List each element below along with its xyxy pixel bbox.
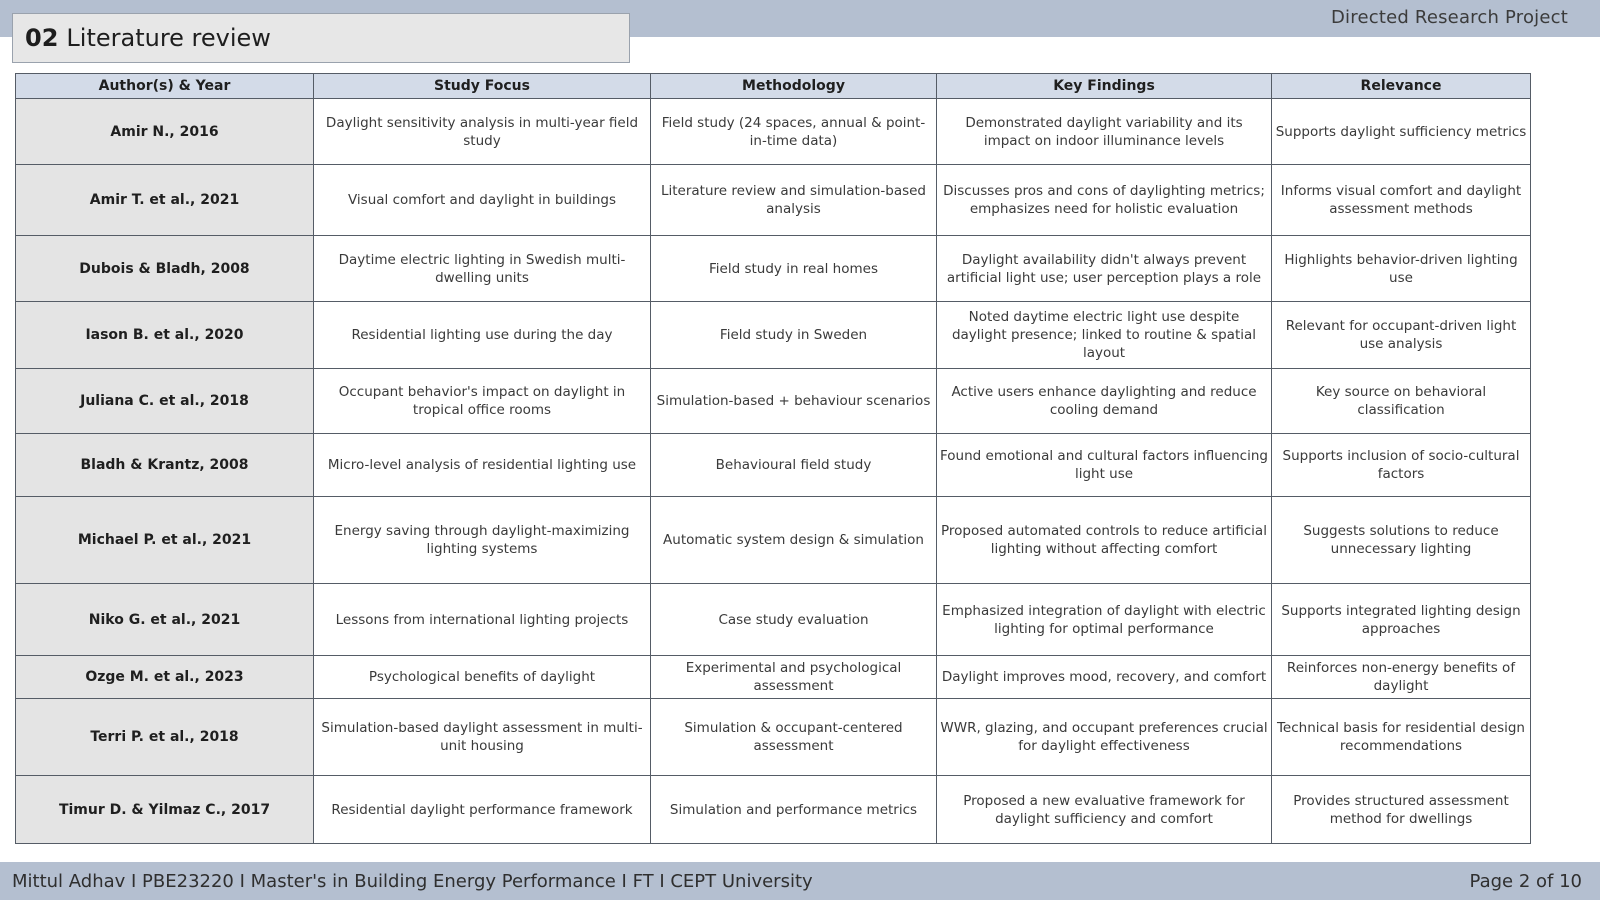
author-cell: Iason B. et al., 2020 bbox=[16, 302, 314, 369]
author-cell: Niko G. et al., 2021 bbox=[16, 584, 314, 656]
column-header-methodology: Methodology bbox=[651, 74, 937, 99]
table-row bbox=[16, 99, 1531, 165]
relevance-cell: Relevant for occupant-driven light use analysis bbox=[1272, 302, 1531, 369]
findings-cell: Demonstrated daylight variability and its impact on indoor illuminance levels bbox=[937, 99, 1272, 165]
relevance-cell: Provides structured assessment method for dwellings bbox=[1272, 776, 1531, 844]
author-cell: Dubois & Bladh, 2008 bbox=[16, 236, 314, 302]
column-header-author: Author(s) & Year bbox=[16, 74, 314, 99]
methodology-cell: Simulation and performance metrics bbox=[651, 776, 937, 844]
relevance-cell: Highlights behavior-driven lighting use bbox=[1272, 236, 1531, 302]
focus-cell: Psychological benefits of daylight bbox=[314, 656, 651, 699]
table-row bbox=[16, 497, 1531, 584]
findings-cell: Proposed a new evaluative framework for daylight sufficiency and comfort bbox=[937, 776, 1272, 844]
relevance-cell: Reinforces non-energy benefits of daylight bbox=[1272, 656, 1531, 699]
table-row bbox=[16, 369, 1531, 434]
focus-cell: Residential lighting use during the day bbox=[314, 302, 651, 369]
methodology-cell: Field study in real homes bbox=[651, 236, 937, 302]
findings-cell: Daylight availability didn't always prevent artificial light use; user perception plays a role bbox=[937, 236, 1272, 302]
table-row bbox=[16, 776, 1531, 844]
findings-cell: Discusses pros and cons of daylighting metrics; emphasizes need for holistic evaluation bbox=[937, 165, 1272, 236]
author-cell: Timur D. & Yilmaz C., 2017 bbox=[16, 776, 314, 844]
author-cell: Juliana C. et al., 2018 bbox=[16, 369, 314, 434]
section-title-box bbox=[12, 13, 630, 63]
focus-cell: Daytime electric lighting in Swedish multi-dwelling units bbox=[314, 236, 651, 302]
author-cell: Amir N., 2016 bbox=[16, 99, 314, 165]
footer-band bbox=[0, 862, 1600, 900]
relevance-cell: Suggests solutions to reduce unnecessary lighting bbox=[1272, 497, 1531, 584]
focus-cell: Residential daylight performance framework bbox=[314, 776, 651, 844]
relevance-cell: Supports daylight sufficiency metrics bbox=[1272, 99, 1531, 165]
project-label: Directed Research Project bbox=[1331, 7, 1568, 28]
methodology-cell: Field study in Sweden bbox=[651, 302, 937, 369]
findings-cell: Proposed automated controls to reduce artificial lighting without affecting comfort bbox=[937, 497, 1272, 584]
table-row bbox=[16, 699, 1531, 776]
relevance-cell: Supports integrated lighting design approaches bbox=[1272, 584, 1531, 656]
author-cell: Ozge M. et al., 2023 bbox=[16, 656, 314, 699]
methodology-cell: Behavioural field study bbox=[651, 434, 937, 497]
findings-cell: Emphasized integration of daylight with electric lighting for optimal performance bbox=[937, 584, 1272, 656]
column-header-focus: Study Focus bbox=[314, 74, 651, 99]
table-row bbox=[16, 656, 1531, 699]
author-cell: Terri P. et al., 2018 bbox=[16, 699, 314, 776]
footer-credits: Mittul Adhav I PBE23220 I Master's in Building Energy Performance I FT I CEPT University bbox=[12, 870, 813, 892]
focus-cell: Micro-level analysis of residential lighting use bbox=[314, 434, 651, 497]
findings-cell: WWR, glazing, and occupant preferences crucial for daylight effectiveness bbox=[937, 699, 1272, 776]
column-header-findings: Key Findings bbox=[937, 74, 1272, 99]
methodology-cell: Field study (24 spaces, annual & point-in-time data) bbox=[651, 99, 937, 165]
findings-cell: Noted daytime electric light use despite daylight presence; linked to routine & spatial layout bbox=[937, 302, 1272, 369]
methodology-cell: Literature review and simulation-based analysis bbox=[651, 165, 937, 236]
focus-cell: Occupant behavior's impact on daylight in tropical office rooms bbox=[314, 369, 651, 434]
findings-cell: Found emotional and cultural factors influencing light use bbox=[937, 434, 1272, 497]
author-cell: Michael P. et al., 2021 bbox=[16, 497, 314, 584]
table-row bbox=[16, 434, 1531, 497]
relevance-cell: Key source on behavioral classification bbox=[1272, 369, 1531, 434]
section-title: Literature review bbox=[66, 24, 271, 52]
findings-cell: Active users enhance daylighting and reduce cooling demand bbox=[937, 369, 1272, 434]
findings-cell: Daylight improves mood, recovery, and comfort bbox=[937, 656, 1272, 699]
focus-cell: Lessons from international lighting projects bbox=[314, 584, 651, 656]
literature-review-table bbox=[15, 73, 1531, 844]
methodology-cell: Simulation-based + behaviour scenarios bbox=[651, 369, 937, 434]
author-cell: Amir T. et al., 2021 bbox=[16, 165, 314, 236]
section-number: 02 bbox=[25, 24, 59, 52]
page-number: Page 2 of 10 bbox=[1469, 870, 1582, 892]
table-row bbox=[16, 165, 1531, 236]
focus-cell: Simulation-based daylight assessment in multi-unit housing bbox=[314, 699, 651, 776]
methodology-cell: Simulation & occupant-centered assessment bbox=[651, 699, 937, 776]
column-header-relevance: Relevance bbox=[1272, 74, 1531, 99]
relevance-cell: Technical basis for residential design recommendations bbox=[1272, 699, 1531, 776]
table-header-row bbox=[16, 74, 1531, 99]
relevance-cell: Informs visual comfort and daylight assessment methods bbox=[1272, 165, 1531, 236]
focus-cell: Energy saving through daylight-maximizing lighting systems bbox=[314, 497, 651, 584]
methodology-cell: Automatic system design & simulation bbox=[651, 497, 937, 584]
methodology-cell: Experimental and psychological assessment bbox=[651, 656, 937, 699]
focus-cell: Daylight sensitivity analysis in multi-year field study bbox=[314, 99, 651, 165]
table-row bbox=[16, 236, 1531, 302]
methodology-cell: Case study evaluation bbox=[651, 584, 937, 656]
table-row bbox=[16, 584, 1531, 656]
table-row bbox=[16, 302, 1531, 369]
author-cell: Bladh & Krantz, 2008 bbox=[16, 434, 314, 497]
focus-cell: Visual comfort and daylight in buildings bbox=[314, 165, 651, 236]
relevance-cell: Supports inclusion of socio-cultural factors bbox=[1272, 434, 1531, 497]
